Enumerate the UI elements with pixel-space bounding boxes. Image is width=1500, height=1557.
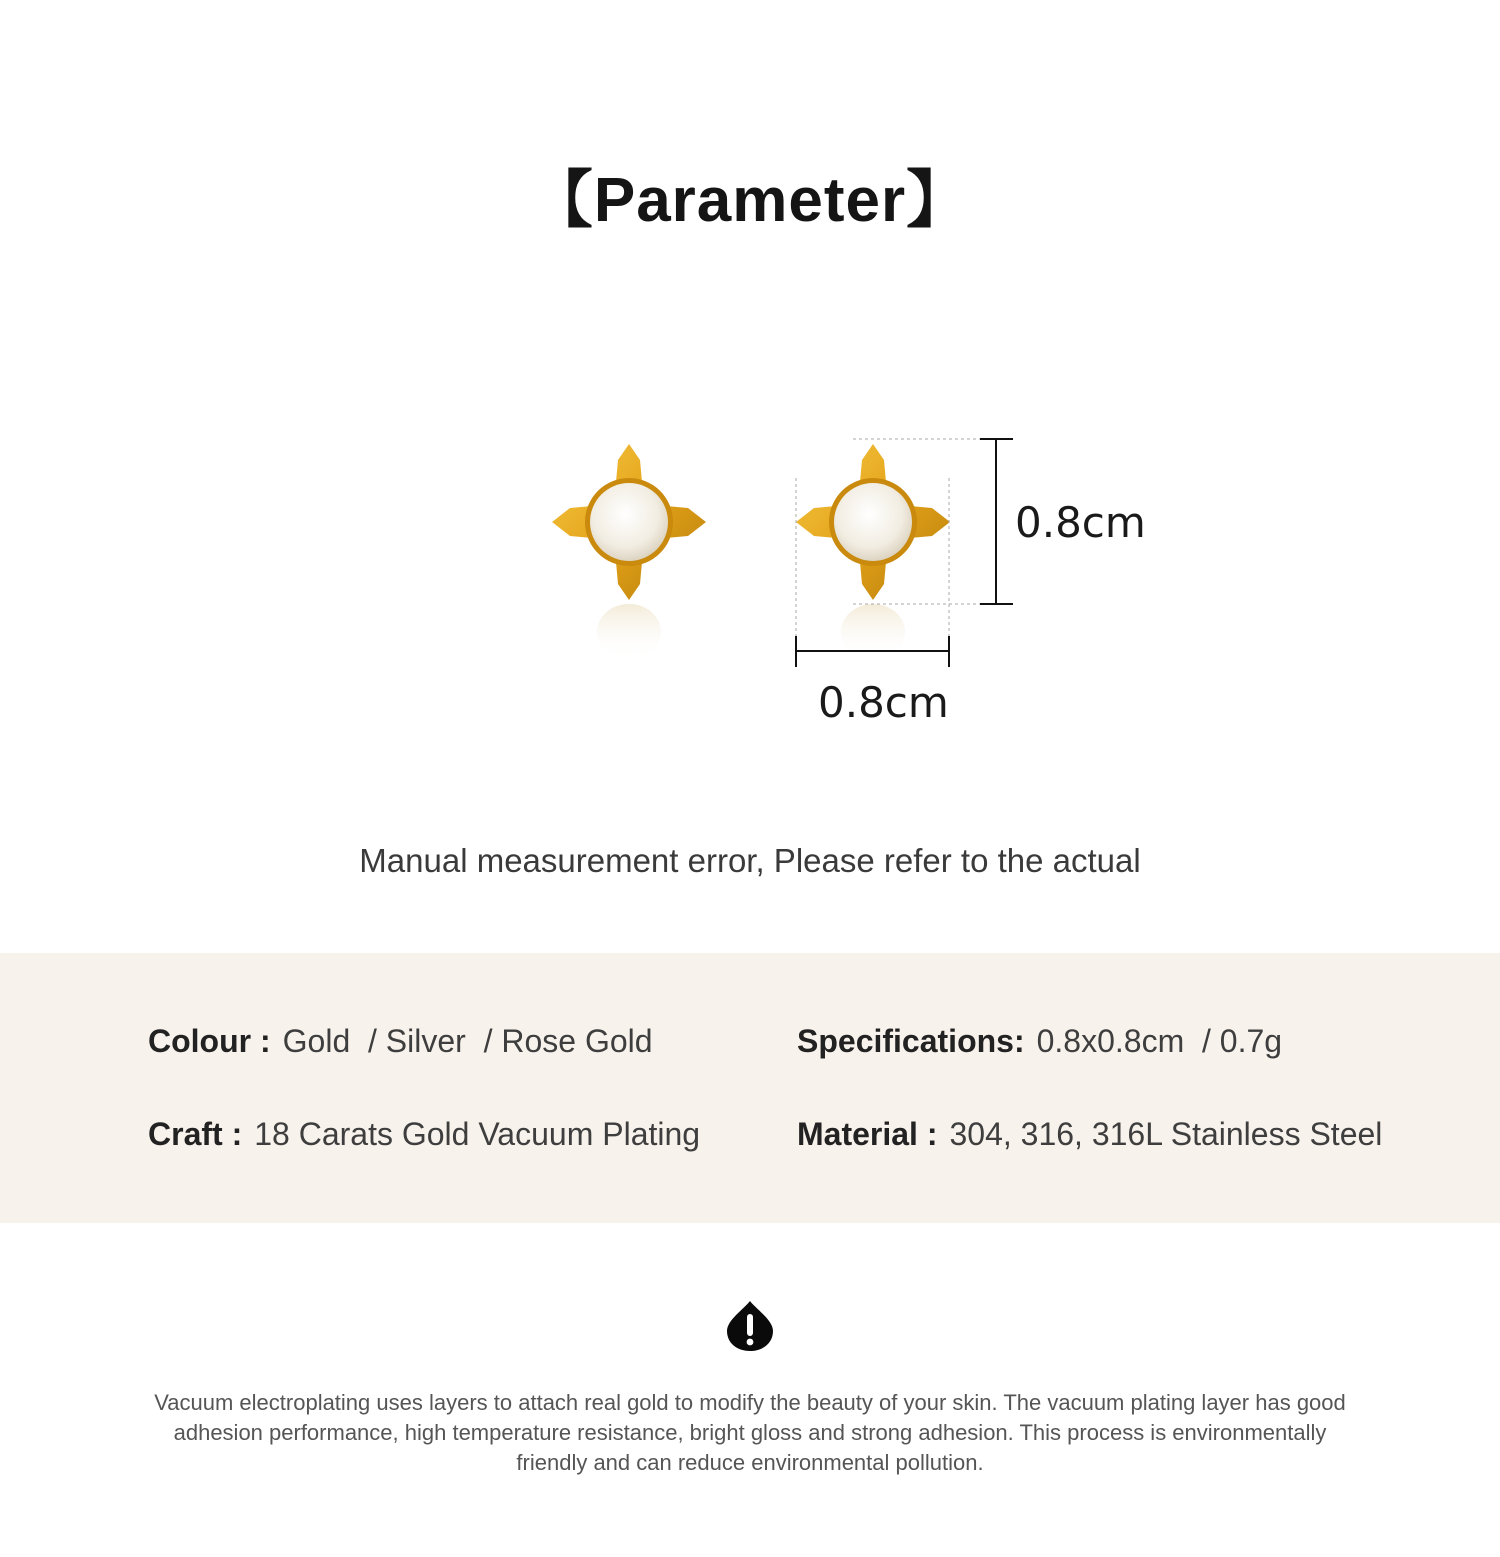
page-title: 【Parameter】	[530, 166, 970, 235]
spec-craft	[148, 1116, 700, 1153]
height-dimension-label: 0.8cm	[1015, 498, 1146, 547]
measurement-note: Manual measurement error, Please refer to the actual	[359, 842, 1141, 879]
dimension-lines	[0, 420, 1500, 750]
spec-craft-label: Craft :	[148, 1116, 243, 1152]
spec-material	[797, 1116, 1382, 1153]
spec-colour	[148, 1023, 653, 1060]
spec-colour-label: Colour :	[148, 1023, 271, 1059]
plating-description: Vacuum electroplating uses layers to attach real gold to modify the beauty of your skin. The vacuum plating layer has good adhesion performance, high temperature resistance, bright gloss and strong adhesion. This process is environmentally friendly and can reduce environmental pollution.	[154, 1390, 1346, 1475]
spec-specifications-value: 0.8x0.8cm / 0.7g	[1036, 1023, 1283, 1059]
spec-panel	[0, 953, 1500, 1223]
width-dimension-label: 0.8cm	[818, 678, 949, 727]
product-figure	[0, 420, 1500, 750]
spec-material-value: 304, 316, 316L Stainless Steel	[949, 1116, 1383, 1152]
spec-material-label: Material :	[797, 1116, 938, 1152]
spec-craft-value: 18 Carats Gold Vacuum Plating	[254, 1116, 701, 1152]
spec-colour-value: Gold / Silver / Rose Gold	[282, 1023, 653, 1059]
exclamation-drop-icon	[725, 1300, 775, 1357]
spec-specifications	[797, 1023, 1282, 1060]
spec-specifications-label: Specifications:	[797, 1023, 1025, 1059]
